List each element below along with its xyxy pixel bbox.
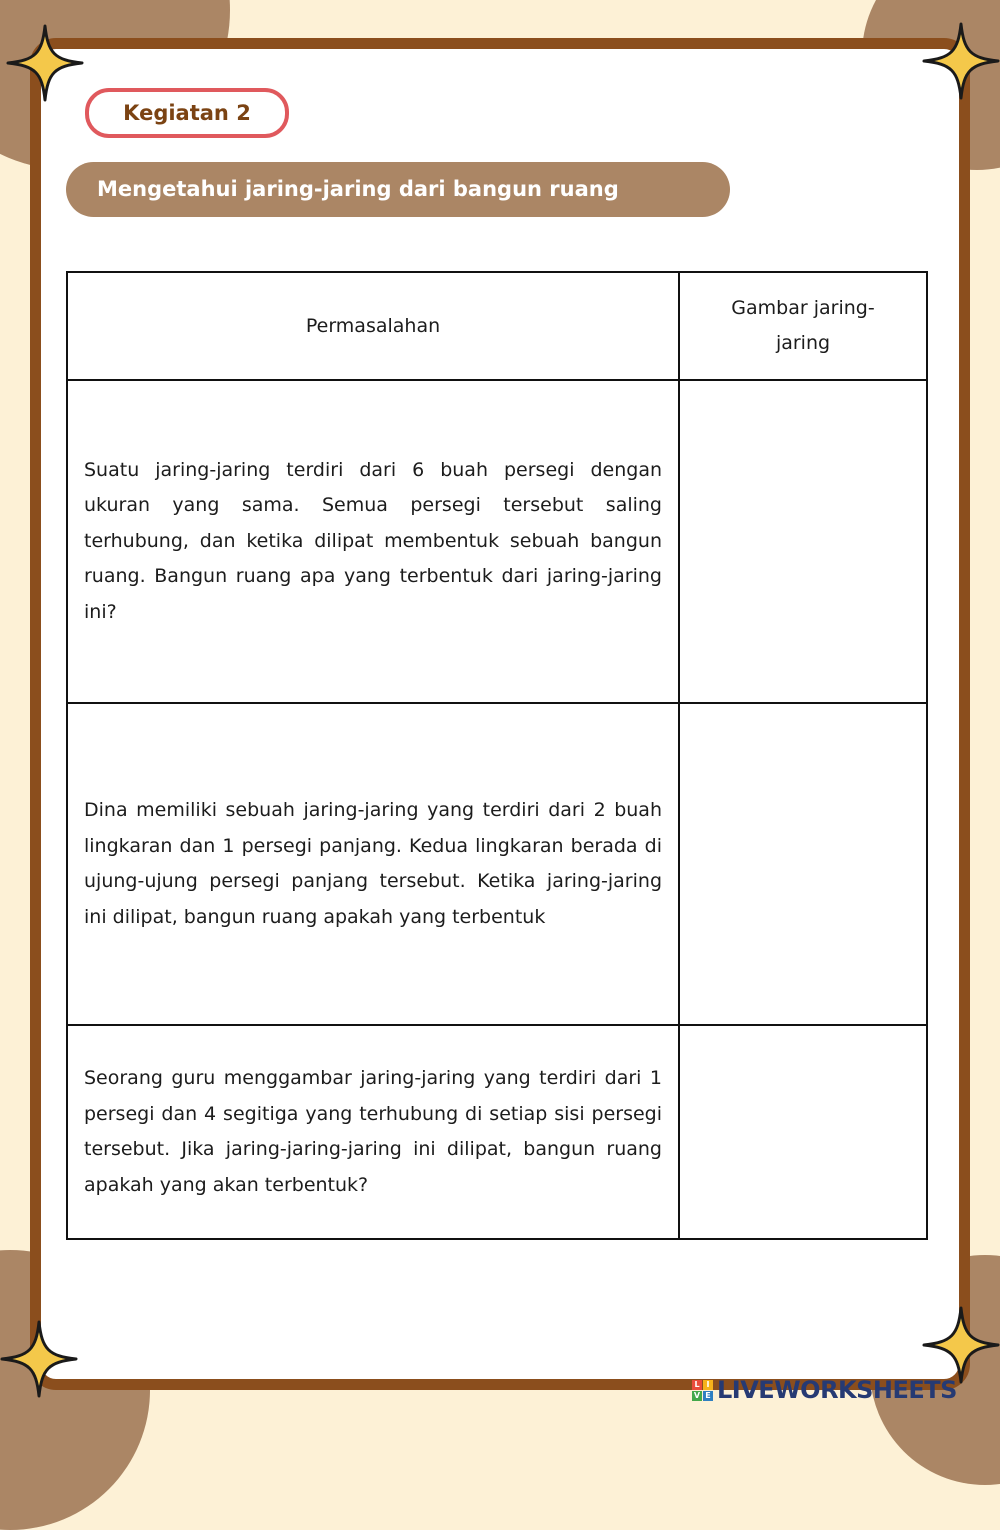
answer-drawing-cell[interactable]: [679, 380, 927, 703]
column-header-problem: Permasalahan: [67, 272, 679, 380]
table-header-row: [67, 272, 927, 380]
answer-drawing-cell[interactable]: [679, 1025, 927, 1239]
logo-letter: E: [703, 1391, 713, 1401]
logo-letter: L: [692, 1380, 702, 1390]
problem-text: Suatu jaring-jaring terdiri dari 6 buah persegi dengan ukuran yang sama. Semua persegi tersebut saling terhubung, dan ketika dilipat membentuk sebuah bangun ruang. Bangun ruang apa yang terbentuk dari jaring-jaring ini?: [67, 380, 679, 703]
sparkle-icon: [922, 1306, 1000, 1384]
problem-text: Dina memiliki sebuah jaring-jaring yang terdiri dari 2 buah lingkaran dan 1 persegi panjang. Kedua lingkaran berada di ujung-ujung persegi panjang tersebut. Ketika jaring-jaring ini dilipat, bangun ruang apakah yang terbentuk: [67, 703, 679, 1025]
sparkle-icon: [922, 22, 1000, 100]
answer-drawing-cell[interactable]: [679, 703, 927, 1025]
activity-label: Kegiatan 2: [85, 88, 289, 138]
sparkle-icon: [0, 1320, 78, 1398]
table-row: [67, 1025, 927, 1239]
logo-letter: I: [703, 1380, 713, 1390]
table-row: [67, 380, 927, 703]
liveworksheets-watermark: [692, 1374, 957, 1406]
worksheet-table: [66, 271, 928, 1240]
problem-text: Seorang guru menggambar jaring-jaring yang terdiri dari 1 persegi dan 4 segitiga yang terhubung di setiap sisi persegi tersebut. Jika jaring-jaring-jaring ini dilipat, bangun ruang apakah yang akan terbentuk?: [67, 1025, 679, 1239]
page-title: Mengetahui jaring-jaring dari bangun ruang: [66, 162, 730, 217]
column-header-net-drawing: Gambar jaring-jaring: [679, 272, 927, 380]
logo-letter: V: [693, 1390, 701, 1400]
sparkle-icon: [6, 24, 84, 102]
watermark-text: LIVEWORKSHEETS: [717, 1376, 957, 1404]
table-row: [67, 703, 927, 1025]
liveworksheets-logo-icon: [692, 1380, 713, 1401]
